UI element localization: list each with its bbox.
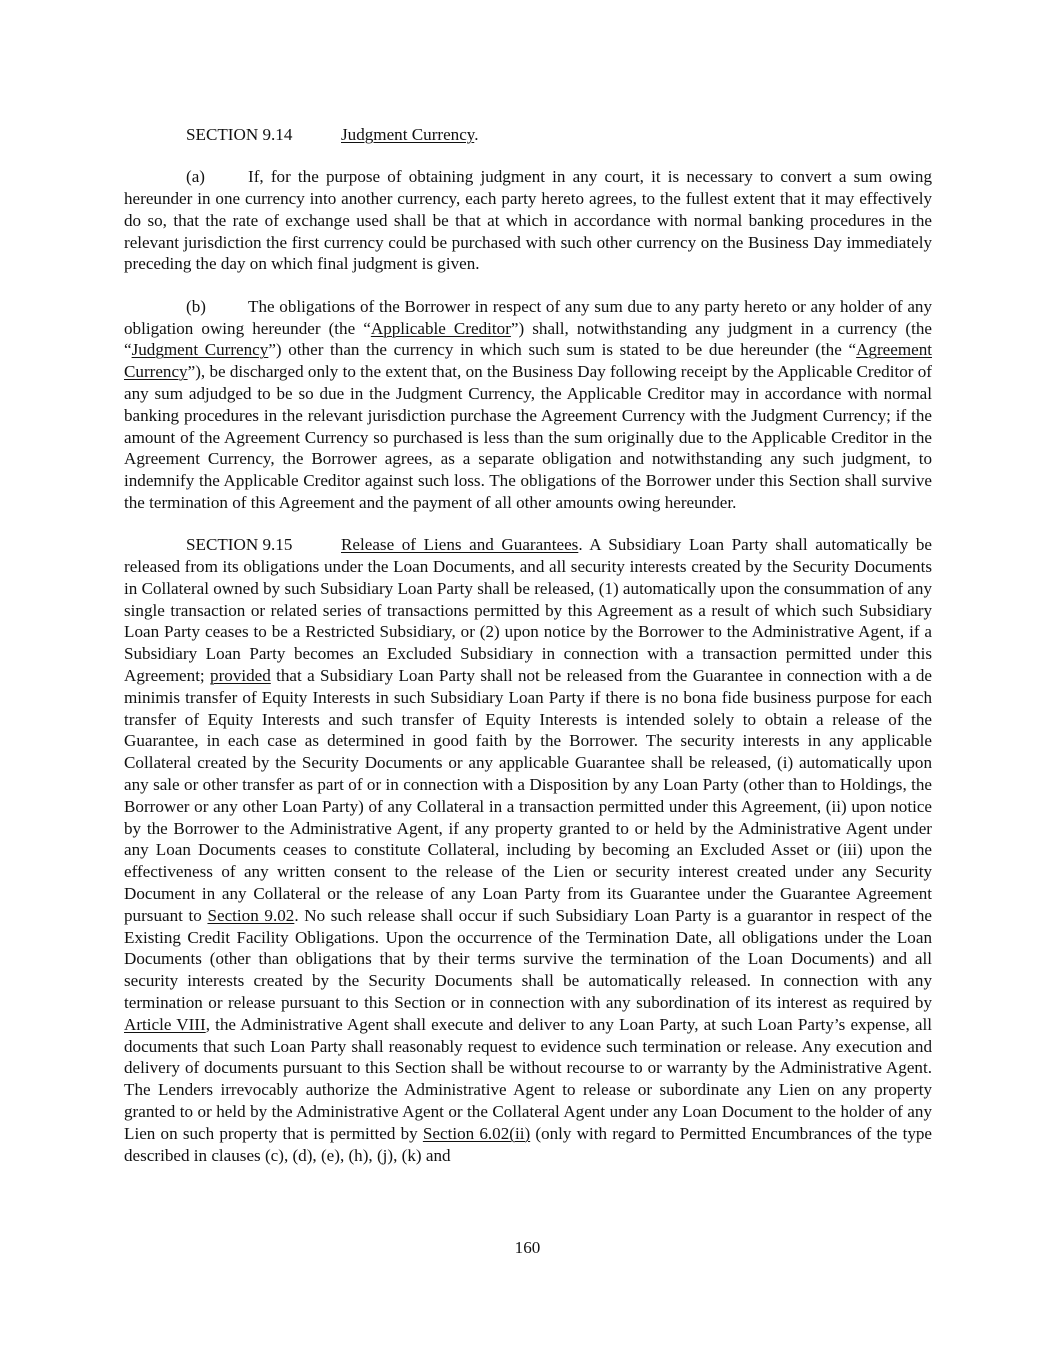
section-9-14-heading (124, 124, 932, 146)
paragraph-b (124, 296, 932, 514)
section-number: SECTION 9.15 (186, 535, 293, 555)
section-number: SECTION 9.14 (186, 125, 293, 144)
defined-term: provided (210, 666, 271, 686)
cross-reference: Section 9.02 (207, 905, 295, 925)
paragraph-label: (a) (186, 167, 205, 187)
section-9-15-paragraph (124, 534, 932, 1166)
cross-reference: Section 6.02(ii) (422, 1123, 531, 1143)
paragraph-text: ”) shall, notwithstanding any judgment in a currency (the “ (124, 318, 932, 360)
paragraph-text: , the Administrative Agent shall execute and deliver to any Loan Party, at such Loan Party’s expense, all documents that such Loan Party shall reasonably request to evidence such termination or release. Any execution and delivery of documents pursuant to this Section shall be without recourse to or warranty by the Administrative Agent. The Lenders irrevocably authorize the Administrative Agent to release or subordinate any Lien on any property granted to or held by the Administrative Agent or the Collateral Agent under any Loan Document to the holder of any Lien on such property that is permitted by (124, 1014, 932, 1143)
title-punctuation: . (474, 125, 479, 144)
defined-term: Agreement Currency (124, 340, 932, 382)
defined-term: Applicable Creditor (370, 318, 511, 338)
section-title: Release of Liens and Guarantees (341, 535, 579, 555)
page-number: 160 (514, 1238, 541, 1257)
paragraph-label: (b) (186, 296, 206, 316)
cross-reference: Article VIII (124, 1014, 206, 1034)
paragraph-text: The obligations of the Borrower in respect of any sum due to any party hereto or any holder of any obligation owing hereunder (the “ (124, 296, 932, 338)
paragraph-text: ”) other than the currency in which such sum is stated to be due hereunder (the “ (268, 340, 857, 360)
paragraph-a (124, 166, 932, 275)
defined-term: Judgment Currency (131, 340, 269, 360)
section-title: Judgment Currency (341, 125, 475, 144)
paragraph-text: . A Subsidiary Loan Party shall automatically be released from its obligations under the Loan Documents, and all security interests created by the Security Documents in Collateral owned by such Subsidiary Loan Party shall be released, (1) automatically upon the consummation of any single transaction or related series of transactions permitted by this Agreement as a result of which such Subsidiary Loan Party ceases to be a Restricted Subsidiary, or (2) upon notice by the Borrower to the Administrative Agent, if a Subsidiary Loan Party becomes an Excluded Subsidiary in connection with a transaction permitted under this Agreement; (124, 535, 932, 686)
paragraph-text: that a Subsidiary Loan Party shall not be released from the Guarantee in connection with a de minimis transfer of Equity Interests in such Subsidiary Loan Party if there is no bona fide business purpose for each transfer of Equity Interests and such transfer of Equity Interests is intended solely to obtain a release of the Guarantee, in each case as determined in good faith by the Borrower. The security interests in any applicable Collateral created by the Security Documents or any applicable Guarantee shall be released, (i) automatically upon any sale or other transfer as part of or in connection with a Disposition by any Loan Party (other than to Holdings, the Borrower or any other Loan Party) of any Collateral in a transaction permitted under this Agreement, (ii) upon notice by the Borrower to the Administrative Agent, if any property granted to or held by the Administrative Agent under any Loan Documents ceases to constitute Collateral, including by becoming an Excluded Asset or (iii) upon the effectiveness of any written consent to the release of the Lien or security interest created under any Security Document in any Collateral or the release of any Loan Party from its Guarantee under the Guarantee Agreement pursuant to (124, 666, 933, 925)
paragraph-text: (only with regard to Permitted Encumbrances of the type described in clauses (c), (d), (e), (h), (j), (k) and (124, 1123, 933, 1165)
paragraph-text: ”), be discharged only to the extent that, on the Business Day following receipt by the Applicable Creditor of any sum adjudged to be so due in the Judgment Currency, the Applicable Creditor may in accordance with normal banking procedures in the relevant jurisdiction purchase the Agreement Currency with the Judgment Currency; if the amount of the Agreement Currency so purchased is less than the sum originally due to the Applicable Creditor in the Agreement Currency, the Borrower agrees, as a separate obligation and notwithstanding any such judgment, to indemnify the Applicable Creditor against such loss. The obligations of the Borrower under this Section shall survive the termination of this Agreement and the payment of all other amounts owing hereunder. (124, 362, 932, 512)
document-page (124, 124, 932, 1166)
paragraph-text: If, for the purpose of obtaining judgment in any court, it is necessary to convert a sum owing hereunder in one currency into another currency, each party hereto agrees, to the fullest extent that it may effectively do so, that the rate of exchange used shall be that at which in accordance with normal banking procedures in the relevant jurisdiction the first currency could be purchased with such other currency on the Business Day immediately preceding the day on which final judgment is given. (124, 167, 932, 274)
paragraph-text: . No such release shall occur if such Subsidiary Loan Party is a guarantor in respect of the Existing Credit Facility Obligations. Upon the occurrence of the Termination Date, all obligations under the Loan Documents (other than obligations that by their terms survive the termination of the Loan Documents) and all security interests created by the Security Documents shall be automatically released. In connection with any termination or release pursuant to this Section or in connection with any subordination of its interest as required by (124, 905, 932, 1012)
